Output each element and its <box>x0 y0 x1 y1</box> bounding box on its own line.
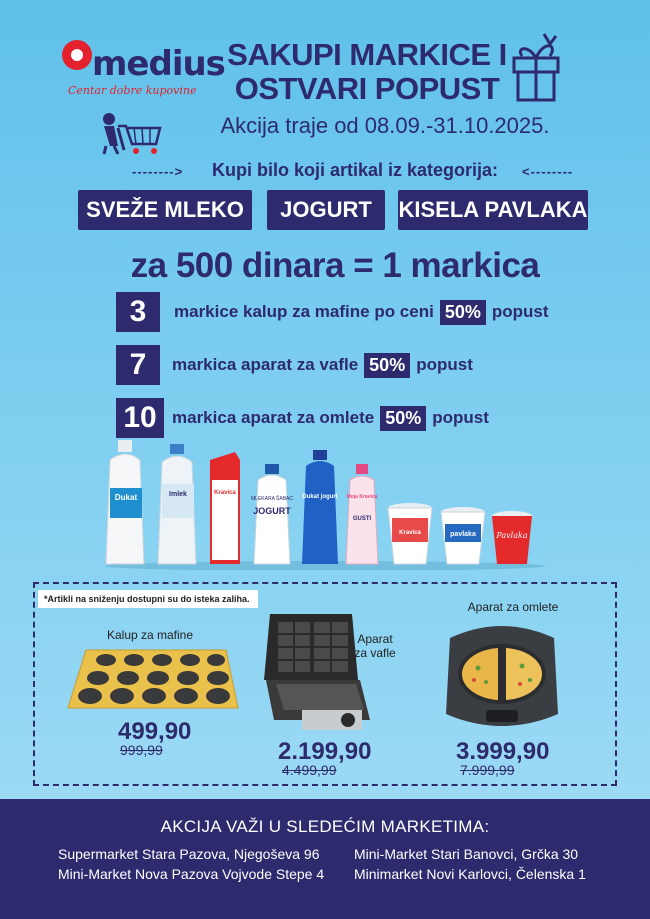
store-location: Supermarket Stara Pazova, Njegoševa 96 <box>58 846 320 862</box>
yogurt-bottle-image <box>302 450 338 564</box>
footer-title: AKCIJA VAŽI U SLEDEĆIM MARKETIMA: <box>160 817 490 836</box>
instruction-text: Kupi bilo koji artikal iz kategorija: <box>211 160 499 180</box>
reward-discount: 50% <box>380 406 426 431</box>
reward-text: markica aparat za omlete <box>172 408 375 427</box>
offer-name <box>350 632 400 660</box>
offer-price: 499,90 <box>118 718 192 745</box>
shopping-cart-icon <box>100 110 162 156</box>
dairy-products-image <box>100 440 550 570</box>
arrow-right: <-------- <box>522 164 574 179</box>
headline <box>222 38 512 106</box>
logo-tagline: Centar dobre kupovine <box>68 84 197 97</box>
omelette-maker-image <box>440 618 564 736</box>
reward-discount: 50% <box>364 353 410 378</box>
offer-old-price: 999,99 <box>120 742 163 758</box>
reward-count: 10 <box>116 398 164 438</box>
reward-description <box>174 300 549 325</box>
headline-line1: SAKUPI MARKICE I <box>227 37 507 72</box>
store-location: Mini-Market Stari Banovci, Grčka 30 <box>354 846 579 862</box>
reward-suffix: popust <box>491 302 549 321</box>
logo-mark <box>62 40 92 70</box>
arrow-left: --------> <box>132 164 184 179</box>
reward-suffix: popust <box>416 355 473 374</box>
product-label: Imlek <box>169 491 187 498</box>
offer-old-price: 4.499,99 <box>282 762 337 778</box>
product-label: Pavlaka <box>496 531 528 540</box>
promo-dates: Akcija traje od 08.09.-31.10.2025. <box>220 113 550 138</box>
offer-old-price: 7.999,99 <box>460 762 515 778</box>
reward-discount: 50% <box>440 300 486 325</box>
product-label: Kravica <box>214 490 236 496</box>
category-yogurt: JOGURT <box>267 190 385 230</box>
offer-price: 3.999,90 <box>456 738 550 765</box>
reward-row <box>116 398 489 438</box>
offer-name: Aparat za omlete <box>467 600 559 614</box>
headline-line2: OSTVARI POPUST <box>234 71 500 106</box>
muffin-tin-image <box>66 646 240 714</box>
sour-cream-cup-image <box>492 511 532 564</box>
product-label: pavlaka <box>450 531 476 538</box>
product-label: Moja Kravica <box>346 494 378 500</box>
product-label: MLEKARA ŠABAC <box>251 496 293 502</box>
milk-bottle-image <box>158 444 196 564</box>
stamp-rate: za 500 dinara = 1 markica <box>130 246 540 285</box>
sour-cream-cup-image <box>441 507 485 564</box>
offer-name: Kalup za mafine <box>106 628 194 642</box>
yogurt-bottle-image <box>346 464 378 564</box>
logo-name: medius <box>92 44 225 84</box>
reward-row <box>116 292 549 332</box>
sour-cream-cup-image <box>388 503 432 564</box>
product-label: Kravica <box>399 530 421 536</box>
offer-name-line2: za vafle <box>354 646 396 660</box>
medius-logo <box>62 34 225 104</box>
product-label: JOGURT <box>253 506 291 516</box>
yogurt-bottle-image <box>251 464 293 564</box>
reward-text: markica aparat za vafle <box>172 355 359 374</box>
reward-suffix: popust <box>432 408 489 427</box>
disclaimer: *Artikli na sniženju dostupni su do isteka zaliha. <box>38 590 258 608</box>
offer-name-line1: Aparat <box>357 632 393 646</box>
reward-count: 3 <box>116 292 160 332</box>
milk-bottle-image <box>106 440 144 564</box>
reward-row <box>116 345 473 385</box>
offer-price: 2.199,90 <box>278 738 372 765</box>
waffle-maker-image <box>262 610 372 738</box>
store-location: Minimarket Novi Karlovci, Čelenska 1 <box>354 866 586 882</box>
category-fresh-milk: SVEŽE MLEKO <box>78 190 252 230</box>
reward-description <box>172 406 489 431</box>
milk-carton-image <box>210 452 240 564</box>
store-location: Mini-Market Nova Pazova Vojvode Stepe 4 <box>58 866 325 882</box>
product-label: GUSTI <box>352 516 372 522</box>
gift-icon <box>508 30 564 102</box>
reward-text: markice kalup za mafine po ceni <box>174 302 434 321</box>
category-sour-cream: KISELA PAVLAKA <box>398 190 588 230</box>
product-label: Dukat jogurt <box>302 494 338 500</box>
product-label: Dukat <box>114 493 138 502</box>
reward-count: 7 <box>116 345 160 385</box>
reward-description <box>172 353 473 378</box>
